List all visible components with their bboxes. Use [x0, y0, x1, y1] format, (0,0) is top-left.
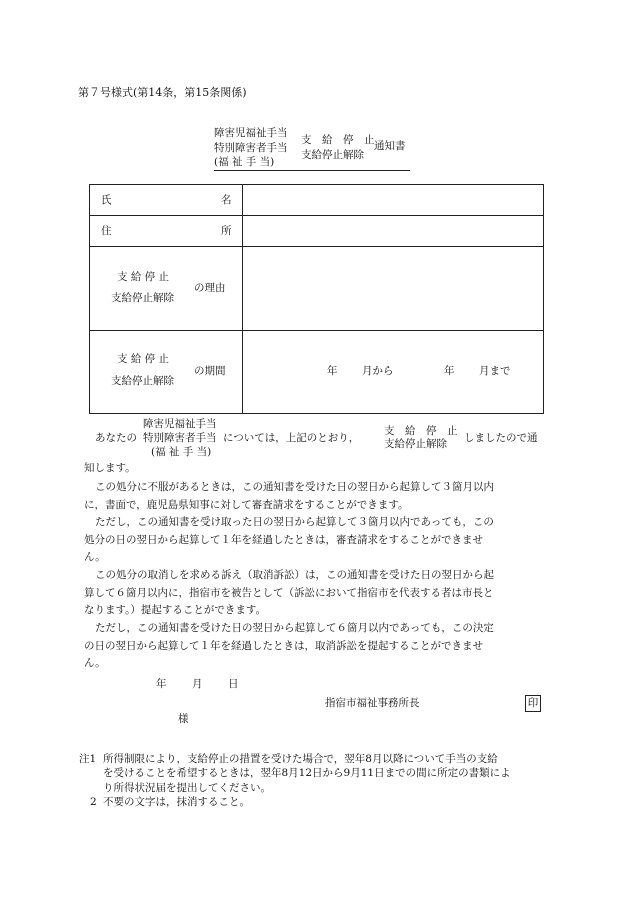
paragraph-line: ただし，この通知書を受け取った日の翌日から起算して３箇月以内であっても，この — [95, 516, 494, 528]
period-action-2: 支給停止解除 — [111, 375, 174, 387]
notice-tail-2: 知します。 — [84, 462, 136, 474]
paragraph-line: なります。）提起することができます。 — [84, 604, 267, 617]
name-label-second: 名 — [221, 194, 232, 206]
table-divider — [89, 246, 544, 247]
paragraph-line: この処分に不服があるときは，この通知書を受けた日の翌日から起算して３箇月以内 — [95, 481, 494, 493]
address-label-first: 住 — [101, 225, 112, 237]
period-year-to: 年 — [444, 365, 455, 377]
notice-allowance-2: 特別障害者手当 — [143, 432, 217, 444]
form-number: 第７号様式(第14条，第15条関係) — [78, 86, 247, 99]
notice-action-2: 支給停止解除 — [384, 438, 447, 450]
reason-action-2: 支給停止解除 — [111, 292, 174, 304]
paragraph-appeal-limit — [84, 514, 554, 567]
title-actions — [301, 133, 375, 163]
title-allowance-2: 特別障害者手当 — [214, 141, 288, 154]
period-action-1: 支 給 停 止 — [117, 353, 170, 365]
note-2-line: 不要の文字は，抹消すること。 — [103, 796, 250, 809]
paragraph-lawsuit — [84, 567, 554, 620]
title-allowances — [214, 126, 288, 170]
period-year-from: 年 — [327, 365, 338, 377]
reason-action-1: 支 給 停 止 — [117, 271, 170, 283]
title-underline — [214, 170, 410, 171]
paragraph-lawsuit-limit — [84, 620, 554, 673]
date-year: 年 — [156, 678, 167, 690]
notice-lead: あなたの — [95, 432, 137, 444]
name-label-first: 氏 — [101, 194, 112, 206]
note-1-line: を受けることを希望するときは，翌年8月12日から9月11日までの間に所定の書類によ — [103, 767, 511, 780]
note-1-line: 所得制限により，支給停止の措置を受けた場合で，翌年8月以降について手当の支給 — [103, 753, 498, 765]
paragraph-line: ん。 — [84, 657, 106, 670]
title-action-2: 支給停止解除 — [301, 149, 364, 161]
paragraph-line: に，書面で，鹿児島県知事に対して審査請求をすることができます。 — [84, 498, 409, 511]
seal-box: 印 — [525, 695, 541, 712]
title-action-1: 支 給 停 止 — [301, 134, 375, 146]
notice-middle: については，上記のとおり， — [223, 432, 360, 444]
title-allowance-3: (福 祉 手 当) — [214, 156, 275, 168]
table-divider — [89, 215, 544, 216]
table-column-divider — [242, 184, 243, 414]
notice-allowance-3: (福 祉 手 当) — [151, 446, 212, 458]
notes — [79, 752, 554, 810]
paragraph-line: ん。 — [84, 551, 106, 564]
note-2-label: 2 — [90, 796, 97, 809]
paragraph-line: 処分の日の翌日から起算して１年を経過したときは，審査請求をすることができませ — [84, 533, 483, 546]
table-divider — [89, 330, 544, 331]
note-1-label: 注1 — [79, 753, 97, 765]
paragraph-line: の日の翌日から起算して１年を経過したときは，取消訴訟を提起することができませ — [84, 639, 483, 652]
title-allowance-1: 障害児福祉手当 — [214, 127, 288, 139]
address-label-second: 所 — [221, 225, 232, 237]
title-suffix: 通知書 — [374, 140, 406, 152]
period-month-from: 月から — [362, 365, 394, 377]
period-label: の期間 — [194, 365, 226, 377]
notice-tail: しましたので通 — [464, 432, 538, 444]
notice-action-1: 支 給 停 止 — [384, 425, 458, 437]
paragraph-appeal — [84, 479, 554, 514]
reason-label: の理由 — [194, 282, 226, 294]
paragraph-line: この処分の取消しを求める訴え（取消訴訟）は，この通知書を受けた日の翌日から起 — [95, 569, 494, 581]
paragraph-line: ただし，この通知書を受けた日の翌日から起算して６箇月以内であっても，この決定 — [95, 622, 494, 634]
addressee-suffix: 様 — [178, 713, 189, 725]
notice-allowance-1: 障害児福祉手当 — [143, 418, 217, 430]
period-month-to: 月まで — [479, 365, 511, 377]
note-1-line: り所得状況届を提出してください。 — [103, 781, 271, 794]
issuer-name: 指宿市福祉事務所長 — [325, 697, 420, 709]
date-day: 日 — [228, 678, 239, 690]
paragraph-line: 算して６箇月以内に，指宿市を被告として（訴訟において指宿市を代表する者は市長と — [84, 586, 494, 599]
date-month: 月 — [192, 678, 203, 690]
